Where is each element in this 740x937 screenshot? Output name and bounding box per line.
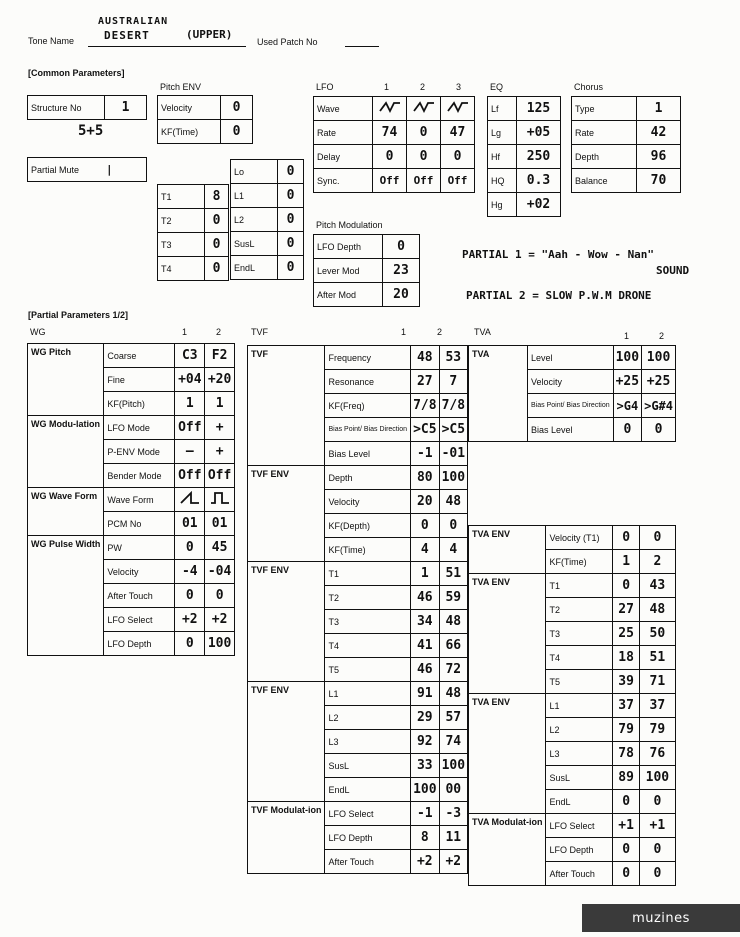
eq-lg-label: Lg <box>488 121 517 145</box>
pitch-env-l2-value: 0 <box>278 208 304 232</box>
wg-lfo-depth-label: LFO Depth <box>104 632 175 656</box>
pitch-env-l0-label: Lo <box>231 160 278 184</box>
lfo-sync-3: Off <box>441 169 475 193</box>
tvf-resonance-1: 27 <box>411 370 439 394</box>
chorus-table <box>571 96 681 193</box>
structure-value: 1 <box>105 96 147 120</box>
tvf-heading: TVF <box>251 327 268 337</box>
wg-kfpitch-2: 1 <box>205 392 235 416</box>
tva-t2-2: 48 <box>639 598 675 622</box>
pitch-env-endl-value: 0 <box>278 256 304 280</box>
tva-l3-label: L3 <box>546 742 613 766</box>
wg-penv-mode-1: — <box>175 440 205 464</box>
lfo-wave-2 <box>407 97 441 121</box>
wg-aftertouch-1: 0 <box>175 584 205 608</box>
tva-susl-2: 100 <box>639 766 675 790</box>
tva-t4-2: 51 <box>639 646 675 670</box>
eq-lf-label: Lf <box>488 97 517 121</box>
wg-velocity-1: -4 <box>175 560 205 584</box>
pitch-env-t-table <box>157 184 229 281</box>
tva-velocity-2: +25 <box>642 370 676 394</box>
lfo-sync-1: Off <box>373 169 407 193</box>
tvf-bias-point-1: >C5 <box>411 418 439 442</box>
partial-mute-label: Partial Mute <box>28 158 105 182</box>
tvf-t1-2: 51 <box>439 562 467 586</box>
lfo-wave-1 <box>373 97 407 121</box>
chorus-type-label: Type <box>572 97 637 121</box>
wg-pitch-group: WG Pitch <box>28 344 104 416</box>
tvf-l2-2: 57 <box>439 706 467 730</box>
lfo-col-3: 3 <box>456 82 462 92</box>
pitch-env-susl-label: SusL <box>231 232 278 256</box>
tva-bias-point-1: >G4 <box>613 394 641 418</box>
wg-lfo-select-2: +2 <box>205 608 235 632</box>
tva-susl-label: SusL <box>546 766 613 790</box>
partial-mute-value: | <box>104 158 147 182</box>
wg-lfo-select-1: +2 <box>175 608 205 632</box>
tva-aftertouch-2: 0 <box>639 862 675 886</box>
tvf-velocity-label: Velocity <box>325 490 411 514</box>
pitch-env-l1-value: 0 <box>278 184 304 208</box>
eq-lg-value: +05 <box>517 121 561 145</box>
tvf-l2-1: 29 <box>411 706 439 730</box>
tva-l3-1: 78 <box>613 742 639 766</box>
tva-lfo-depth-2: 0 <box>639 838 675 862</box>
tvf-bias-level-2: -01 <box>439 442 467 466</box>
chorus-rate-label: Rate <box>572 121 637 145</box>
tva-t1-1: 0 <box>613 574 639 598</box>
lfo-delay-label: Delay <box>314 145 373 169</box>
wg-fine-label: Fine <box>104 368 175 392</box>
tva-t3-1: 25 <box>613 622 639 646</box>
tva-level-2: 100 <box>642 346 676 370</box>
used-patch-label: Used Patch No <box>257 37 318 47</box>
tvf-susl-2: 100 <box>439 754 467 778</box>
tvf-susl-1: 33 <box>411 754 439 778</box>
tone-name-line <box>88 46 246 47</box>
lfo-delay-1: 0 <box>373 145 407 169</box>
lfo-rate-3: 47 <box>441 121 475 145</box>
tvf-t3-1: 34 <box>411 610 439 634</box>
tvf-l3-label: L3 <box>325 730 411 754</box>
pitch-env-t1-value: 8 <box>205 185 229 209</box>
tvf-aftertouch-label: After Touch <box>325 850 411 874</box>
tvf-l3-1: 92 <box>411 730 439 754</box>
pitch-env-l0-value: 0 <box>278 160 304 184</box>
tvf-t2-2: 59 <box>439 586 467 610</box>
wg-aftertouch-2: 0 <box>205 584 235 608</box>
wg-lfo-depth-1: 0 <box>175 632 205 656</box>
wg-waveform-2 <box>205 488 235 512</box>
tva-heading: TVA <box>474 327 491 337</box>
tva-env-group-3: TVA ENV <box>469 694 546 814</box>
tva-bias-level-2: 0 <box>642 418 676 442</box>
tvf-endl-2: 00 <box>439 778 467 802</box>
tva-env-group-2: TVA ENV <box>469 574 546 694</box>
tva-env-group-1: TVA ENV <box>469 526 546 574</box>
tvf-aftertouch-1: +2 <box>411 850 439 874</box>
tvf-env-group-3: TVF ENV <box>248 682 325 802</box>
pitch-env-t2-label: T2 <box>158 209 205 233</box>
pitch-env-t1-label: T1 <box>158 185 205 209</box>
tvf-lfo-select-label: LFO Select <box>325 802 411 826</box>
tvf-kfdepth-2: 0 <box>439 514 467 538</box>
lfo-rate-2: 0 <box>407 121 441 145</box>
eq-lf-value: 125 <box>517 97 561 121</box>
lfo-col-2: 2 <box>420 82 426 92</box>
tva-t5-label: T5 <box>546 670 613 694</box>
note-partial-2: PARTIAL 2 = SLOW P.W.M DRONE <box>466 289 652 302</box>
tvf-env-group-2: TVF ENV <box>248 562 325 682</box>
tva-lfo-select-label: LFO Select <box>546 814 613 838</box>
tva-level-1: 100 <box>613 346 641 370</box>
tvf-endl-1: 100 <box>411 778 439 802</box>
tva-kftime-1: 1 <box>613 550 639 574</box>
wg-fine-2: +20 <box>205 368 235 392</box>
tva-velocity-1: +25 <box>613 370 641 394</box>
pitch-env-l2-label: L2 <box>231 208 278 232</box>
tvf-kftime-1: 4 <box>411 538 439 562</box>
pitch-env-t4-value: 0 <box>205 257 229 281</box>
pitch-env-t3-value: 0 <box>205 233 229 257</box>
tvf-modulation-group: TVF Modulat-ion <box>248 802 325 874</box>
tvf-col-1: 1 <box>401 327 407 337</box>
tva-bias-point-2: >G#4 <box>642 394 676 418</box>
lfo-col-1: 1 <box>384 82 390 92</box>
tva-group: TVA <box>469 346 528 442</box>
pitch-mod-heading: Pitch Modulation <box>316 220 383 230</box>
tvf-bias-point-label: Bias Point/ Bias Direction <box>325 418 411 442</box>
tvf-lfo-select-1: -1 <box>411 802 439 826</box>
tva-t2-1: 27 <box>613 598 639 622</box>
tva-lfo-depth-1: 0 <box>613 838 639 862</box>
tvf-bias-level-1: -1 <box>411 442 439 466</box>
tvf-lfo-depth-label: LFO Depth <box>325 826 411 850</box>
tva-l2-label: L2 <box>546 718 613 742</box>
wg-modulation-group: WG Modu-lation <box>28 416 104 488</box>
wg-waveform-group: WG Wave Form <box>28 488 104 536</box>
eq-hf-label: Hf <box>488 145 517 169</box>
tvf-kffreq-label: KF(Freq) <box>325 394 411 418</box>
tvf-kftime-label: KF(Time) <box>325 538 411 562</box>
pitch-mod-lever-label: Lever Mod <box>314 259 383 283</box>
tva-t2-label: T2 <box>546 598 613 622</box>
tvf-susl-label: SusL <box>325 754 411 778</box>
wg-col-1: 1 <box>182 327 188 337</box>
wg-fine-1: +04 <box>175 368 205 392</box>
eq-hq-label: HQ <box>488 169 517 193</box>
tvf-lfo-select-2: -3 <box>439 802 467 826</box>
tvf-bias-level-label: Bias Level <box>325 442 411 466</box>
wg-table <box>27 343 235 656</box>
chorus-depth-value: 96 <box>637 145 681 169</box>
wg-pcm-2: 01 <box>205 512 235 536</box>
tva-l1-2: 37 <box>639 694 675 718</box>
structure-label: Structure No <box>28 96 105 120</box>
pitch-env-susl-value: 0 <box>278 232 304 256</box>
tvf-lfo-depth-2: 11 <box>439 826 467 850</box>
wg-bender-mode-1: Off <box>175 464 205 488</box>
tvf-table <box>247 345 468 874</box>
tvf-kffreq-1: 7/8 <box>411 394 439 418</box>
tvf-bias-point-2: >C5 <box>439 418 467 442</box>
sine-wave-icon <box>379 101 401 113</box>
tva-l1-1: 37 <box>613 694 639 718</box>
tvf-depth-label: Depth <box>325 466 411 490</box>
tvf-l1-1: 91 <box>411 682 439 706</box>
tvf-group: TVF <box>248 346 325 466</box>
structure-table <box>27 95 147 120</box>
eq-heading: EQ <box>490 82 504 92</box>
tvf-t5-2: 72 <box>439 658 467 682</box>
wg-kfpitch-label: KF(Pitch) <box>104 392 175 416</box>
tva-t4-1: 18 <box>613 646 639 670</box>
pitch-env-kftime-value: 0 <box>221 120 253 144</box>
tvf-col-2: 2 <box>437 327 443 337</box>
tvf-t1-label: T1 <box>325 562 411 586</box>
tva-bias-point-label: Bias Point/ Bias Direction <box>528 394 614 418</box>
tvf-t2-1: 46 <box>411 586 439 610</box>
tvf-l1-label: L1 <box>325 682 411 706</box>
tvf-t4-label: T4 <box>325 634 411 658</box>
wg-lfo-mode-1: Off <box>175 416 205 440</box>
pitch-mod-after-value: 20 <box>383 283 420 307</box>
eq-hq-value: 0.3 <box>517 169 561 193</box>
wg-coarse-2: F2 <box>205 344 235 368</box>
wg-velocity-label: Velocity <box>104 560 175 584</box>
lfo-sync-2: Off <box>407 169 441 193</box>
tvf-env-group-1: TVF ENV <box>248 466 325 562</box>
tvf-l2-label: L2 <box>325 706 411 730</box>
tvf-resonance-label: Resonance <box>325 370 411 394</box>
lfo-wave-label: Wave <box>314 97 373 121</box>
tone-name-suffix: (UPPER) <box>186 28 233 41</box>
lfo-table <box>313 96 475 193</box>
tva-lfo-select-1: +1 <box>613 814 639 838</box>
tvf-endl-label: EndL <box>325 778 411 802</box>
tva-lfo-select-2: +1 <box>639 814 675 838</box>
eq-table <box>487 96 561 217</box>
tva-level-label: Level <box>528 346 614 370</box>
tva-vel-t1-label: Velocity (T1) <box>546 526 613 550</box>
wg-bender-mode-label: Bender Mode <box>104 464 175 488</box>
wg-lfo-depth-2: 100 <box>205 632 235 656</box>
note-partial-1-sound: SOUND <box>656 264 690 277</box>
tvf-t5-1: 46 <box>411 658 439 682</box>
square-wave-icon <box>209 491 231 505</box>
wg-bender-mode-2: Off <box>205 464 235 488</box>
tvf-velocity-2: 48 <box>439 490 467 514</box>
tvf-t3-2: 48 <box>439 610 467 634</box>
structure-sub: 5+5 <box>78 123 104 139</box>
tva-col-1: 1 <box>624 331 630 341</box>
tva-kftime-2: 2 <box>639 550 675 574</box>
wg-col-2: 2 <box>216 327 222 337</box>
partial-mute-table <box>27 157 147 182</box>
note-partial-1: PARTIAL 1 = "Aah - Wow - Nan" <box>462 248 655 261</box>
wg-pcm-label: PCM No <box>104 512 175 536</box>
tva-col-2: 2 <box>659 331 665 341</box>
tvf-frequency-1: 48 <box>411 346 439 370</box>
tva-aftertouch-1: 0 <box>613 862 639 886</box>
tvf-t1-1: 1 <box>411 562 439 586</box>
wg-lfo-mode-2: + <box>205 416 235 440</box>
tvf-kfdepth-1: 0 <box>411 514 439 538</box>
tvf-kftime-2: 4 <box>439 538 467 562</box>
sawtooth-wave-icon <box>179 491 201 505</box>
tvf-kffreq-2: 7/8 <box>439 394 467 418</box>
eq-hg-label: Hg <box>488 193 517 217</box>
tva-t3-label: T3 <box>546 622 613 646</box>
wg-pw-2: 45 <box>205 536 235 560</box>
pitch-mod-after-label: After Mod <box>314 283 383 307</box>
tva-l1-label: L1 <box>546 694 613 718</box>
tva-t4-label: T4 <box>546 646 613 670</box>
tva-l3-2: 76 <box>639 742 675 766</box>
tva-t3-2: 50 <box>639 622 675 646</box>
pitch-mod-table <box>313 234 420 307</box>
wg-penv-mode-label: P-ENV Mode <box>104 440 175 464</box>
eq-hf-value: 250 <box>517 145 561 169</box>
pitch-env-velocity-label: Velocity <box>158 96 221 120</box>
wg-pw-label: PW <box>104 536 175 560</box>
used-patch-line <box>345 46 379 47</box>
lfo-delay-3: 0 <box>441 145 475 169</box>
wg-waveform-1 <box>175 488 205 512</box>
chorus-rate-value: 42 <box>637 121 681 145</box>
lfo-heading: LFO <box>316 82 334 92</box>
wg-pulse-width-group: WG Pulse Width <box>28 536 104 656</box>
tva-lfo-depth-label: LFO Depth <box>546 838 613 862</box>
tvf-t4-2: 66 <box>439 634 467 658</box>
tva-t1-label: T1 <box>546 574 613 598</box>
tva-vel-t1-2: 0 <box>639 526 675 550</box>
muzines-logo[interactable]: muzines <box>582 904 740 932</box>
pitch-env-t4-label: T4 <box>158 257 205 281</box>
chorus-balance-label: Balance <box>572 169 637 193</box>
pitch-env-table <box>157 95 253 144</box>
tva-endl-2: 0 <box>639 790 675 814</box>
pitch-mod-lever-value: 23 <box>383 259 420 283</box>
tvf-t3-label: T3 <box>325 610 411 634</box>
tone-name-line2: DESERT <box>104 29 150 42</box>
chorus-depth-label: Depth <box>572 145 637 169</box>
tva-endl-label: EndL <box>546 790 613 814</box>
lfo-rate-label: Rate <box>314 121 373 145</box>
tvf-l3-2: 74 <box>439 730 467 754</box>
tva-vel-t1-1: 0 <box>613 526 639 550</box>
tva-l2-2: 79 <box>639 718 675 742</box>
tva-kftime-label: KF(Time) <box>546 550 613 574</box>
wg-kfpitch-1: 1 <box>175 392 205 416</box>
pitch-env-t2-value: 0 <box>205 209 229 233</box>
wg-coarse-1: C3 <box>175 344 205 368</box>
wg-coarse-label: Coarse <box>104 344 175 368</box>
eq-hg-value: +02 <box>517 193 561 217</box>
pitch-mod-lfo-depth-label: LFO Depth <box>314 235 383 259</box>
chorus-balance-value: 70 <box>637 169 681 193</box>
tone-name-line1: AUSTRALIAN <box>98 16 169 27</box>
wg-lfo-mode-label: LFO Mode <box>104 416 175 440</box>
tvf-aftertouch-2: +2 <box>439 850 467 874</box>
tva-table-top <box>468 345 676 442</box>
tva-table-bottom <box>468 525 676 886</box>
tva-t5-1: 39 <box>613 670 639 694</box>
tvf-resonance-2: 7 <box>439 370 467 394</box>
tva-t5-2: 71 <box>639 670 675 694</box>
pitch-env-velocity-value: 0 <box>221 96 253 120</box>
tva-bias-level-1: 0 <box>613 418 641 442</box>
tvf-t5-label: T5 <box>325 658 411 682</box>
pitch-env-l-table <box>230 159 304 280</box>
sine-wave-icon <box>447 101 469 113</box>
tvf-l1-2: 48 <box>439 682 467 706</box>
tvf-depth-2: 100 <box>439 466 467 490</box>
tvf-frequency-label: Frequency <box>325 346 411 370</box>
wg-pw-1: 0 <box>175 536 205 560</box>
tone-name-label: Tone Name <box>28 36 75 46</box>
tvf-frequency-2: 53 <box>439 346 467 370</box>
tva-susl-1: 89 <box>613 766 639 790</box>
wg-velocity-2: -04 <box>205 560 235 584</box>
tva-t1-2: 43 <box>639 574 675 598</box>
common-heading: [Common Parameters] <box>28 68 125 78</box>
tva-aftertouch-label: After Touch <box>546 862 613 886</box>
lfo-rate-1: 74 <box>373 121 407 145</box>
tvf-t4-1: 41 <box>411 634 439 658</box>
tvf-t2-label: T2 <box>325 586 411 610</box>
pitch-env-endl-label: EndL <box>231 256 278 280</box>
chorus-heading: Chorus <box>574 82 604 92</box>
wg-pcm-1: 01 <box>175 512 205 536</box>
chorus-type-value: 1 <box>637 97 681 121</box>
tvf-velocity-1: 20 <box>411 490 439 514</box>
pitch-env-kftime-label: KF(Time) <box>158 120 221 144</box>
tvf-lfo-depth-1: 8 <box>411 826 439 850</box>
tva-velocity-label: Velocity <box>528 370 614 394</box>
tva-l2-1: 79 <box>613 718 639 742</box>
lfo-wave-3 <box>441 97 475 121</box>
pitch-mod-lfo-depth-value: 0 <box>383 235 420 259</box>
wg-waveform-label: Wave Form <box>104 488 175 512</box>
wg-heading: WG <box>30 327 46 337</box>
tva-modulation-group: TVA Modulat-ion <box>469 814 546 886</box>
partial-heading: [Partial Parameters 1/2] <box>28 310 129 320</box>
tva-endl-1: 0 <box>613 790 639 814</box>
sine-wave-icon <box>413 101 435 113</box>
wg-penv-mode-2: + <box>205 440 235 464</box>
wg-lfo-select-label: LFO Select <box>104 608 175 632</box>
tvf-kfdepth-label: KF(Depth) <box>325 514 411 538</box>
tva-bias-level-label: Bias Level <box>528 418 614 442</box>
lfo-delay-2: 0 <box>407 145 441 169</box>
pitch-env-l1-label: L1 <box>231 184 278 208</box>
pitch-env-t3-label: T3 <box>158 233 205 257</box>
lfo-sync-label: Sync. <box>314 169 373 193</box>
tvf-depth-1: 80 <box>411 466 439 490</box>
wg-aftertouch-label: After Touch <box>104 584 175 608</box>
pitch-env-heading: Pitch ENV <box>160 82 202 92</box>
